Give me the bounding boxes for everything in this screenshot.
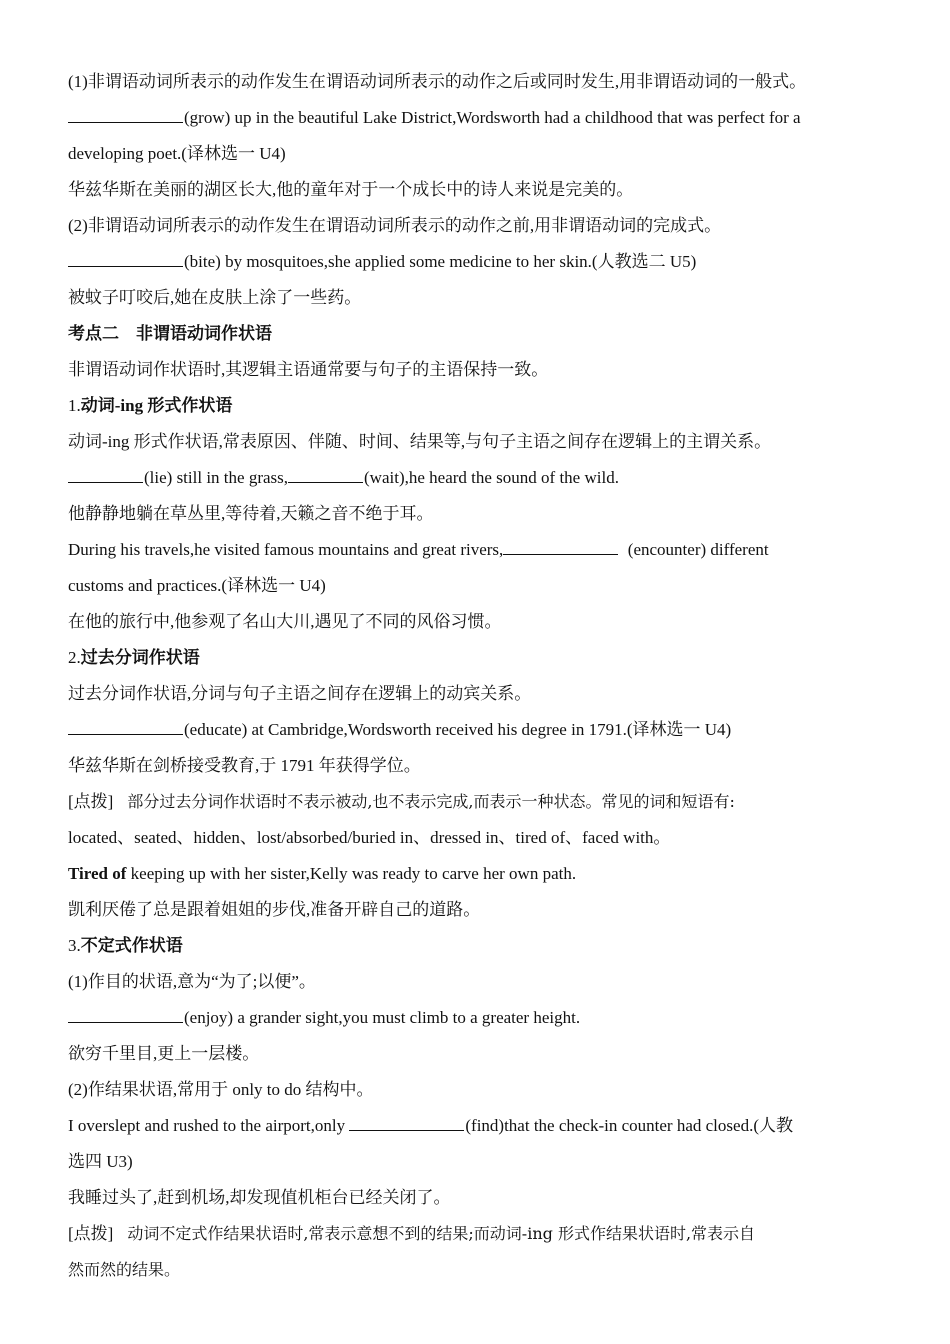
subsection-title: 过去分词作状语 xyxy=(80,648,200,667)
section-heading: 考点二 非谓语动词作状语 xyxy=(68,324,272,343)
translation: 欲穷千里目,更上一层楼。 xyxy=(68,1044,260,1063)
exercise-text: (find)that the check-in counter had closed.(人教 xyxy=(465,1116,793,1135)
exercise-text: (encounter) different xyxy=(627,540,769,559)
answer-blank[interactable] xyxy=(68,248,183,267)
translation: 我睡过头了,赶到机场,却发现值机柜台已经关闭了。 xyxy=(68,1188,451,1207)
subsection-title: 不定式作状语 xyxy=(80,936,183,955)
tip-word-list: located、seated、hidden、lost/absorbed/buried in、dressed in、tired of、faced with。 xyxy=(68,828,671,847)
subsection-heading-3 xyxy=(68,928,898,964)
subsection-heading-1 xyxy=(68,388,898,424)
tip-note xyxy=(68,784,898,820)
tip-tag: [点拨] xyxy=(68,792,114,811)
answer-blank[interactable] xyxy=(68,464,143,483)
exercise-text: (lie) still in the grass, xyxy=(144,468,289,487)
exercise-text: (bite) by mosquitoes,she applied some medicine to her skin.(人教选二 U5) xyxy=(184,252,697,271)
document-page xyxy=(68,64,898,1288)
example-sentence xyxy=(68,856,898,892)
example-text: keeping up with her sister,Kelly was ready to carve her own path. xyxy=(126,864,577,883)
subsection-number: 2. xyxy=(68,648,81,667)
subsection-number: 3. xyxy=(68,936,81,955)
exercise-bite xyxy=(68,244,898,280)
answer-blank[interactable] xyxy=(68,1004,183,1023)
tip-text: 部分过去分词作状语时不表示被动,也不表示完成,而表示一种状态。常见的词和短语有: xyxy=(127,792,735,811)
tip-note xyxy=(68,1216,898,1252)
exercise-text: (wait),he heard the sound of the wild. xyxy=(364,468,619,487)
answer-blank[interactable] xyxy=(68,104,183,123)
exercise-grow-cont: developing poet.(译林选一 U4) xyxy=(68,144,286,163)
translation: 在他的旅行中,他参观了名山大川,遇见了不同的风俗习惯。 xyxy=(68,612,502,631)
tip-text: 动词不定式作结果状语时,常表示意想不到的结果;而动词-ing 形式作结果状语时,常表示自 xyxy=(127,1224,756,1243)
exercise-text: (enjoy) a grander sight,you must climb to a greater height. xyxy=(184,1008,581,1027)
exercise-find xyxy=(68,1108,898,1144)
tip-text-cont: 然而然的结果。 xyxy=(68,1260,181,1279)
rule-text: 过去分词作状语,分词与句子主语之间存在逻辑上的动宾关系。 xyxy=(68,684,532,703)
example-keyword: Tired of xyxy=(68,864,127,883)
translation: 被蚊子叮咬后,她在皮肤上涂了一些药。 xyxy=(68,288,362,307)
exercise-encounter xyxy=(68,532,898,568)
rule-text: (2)作结果状语,常用于 only to do 结构中。 xyxy=(68,1080,374,1099)
answer-blank[interactable] xyxy=(68,716,183,735)
exercise-encounter-cont: customs and practices.(译林选一 U4) xyxy=(68,576,326,595)
translation: 凯利厌倦了总是跟着姐姐的步伐,准备开辟自己的道路。 xyxy=(68,900,481,919)
answer-blank[interactable] xyxy=(349,1112,464,1131)
exercise-text: I overslept and rushed to the airport,only xyxy=(68,1116,350,1135)
subsection-number: 1. xyxy=(68,396,81,415)
subsection-title: 动词-ing 形式作状语 xyxy=(80,396,233,415)
translation: 华兹华斯在美丽的湖区长大,他的童年对于一个成长中的诗人来说是完美的。 xyxy=(68,180,634,199)
subsection-heading-2 xyxy=(68,640,898,676)
exercise-enjoy xyxy=(68,1000,898,1036)
rule-text: (1)作目的状语,意为“为了;以便”。 xyxy=(68,972,316,991)
exercise-grow xyxy=(68,100,898,136)
exercise-text: (educate) at Cambridge,Wordsworth received his degree in 1791.(译林选一 U4) xyxy=(184,720,732,739)
rule-2-text: (2)非谓语动词所表示的动作发生在谓语动词所表示的动作之前,用非谓语动词的完成式。 xyxy=(68,216,722,235)
exercise-educate xyxy=(68,712,898,748)
exercise-lie-wait xyxy=(68,460,898,496)
exercise-text: (grow) up in the beautiful Lake District,Wordsworth had a childhood that was perfect for a xyxy=(184,108,801,127)
section-intro: 非谓语动词作状语时,其逻辑主语通常要与句子的主语保持一致。 xyxy=(68,360,549,379)
translation: 华兹华斯在剑桥接受教育,于 1791 年获得学位。 xyxy=(68,756,421,775)
rule-1-text: (1)非谓语动词所表示的动作发生在谓语动词所表示的动作之后或同时发生,用非谓语动词的一般式。 xyxy=(68,72,807,91)
answer-blank[interactable] xyxy=(288,464,363,483)
tip-tag: [点拨] xyxy=(68,1224,114,1243)
answer-blank[interactable] xyxy=(503,536,618,555)
exercise-text: During his travels,he visited famous mountains and great rivers, xyxy=(68,540,504,559)
translation: 他静静地躺在草丛里,等待着,天籁之音不绝于耳。 xyxy=(68,504,434,523)
exercise-find-cont: 选四 U3) xyxy=(68,1152,133,1171)
rule-text: 动词-ing 形式作状语,常表原因、伴随、时间、结果等,与句子主语之间存在逻辑上的主谓关系。 xyxy=(68,432,772,451)
